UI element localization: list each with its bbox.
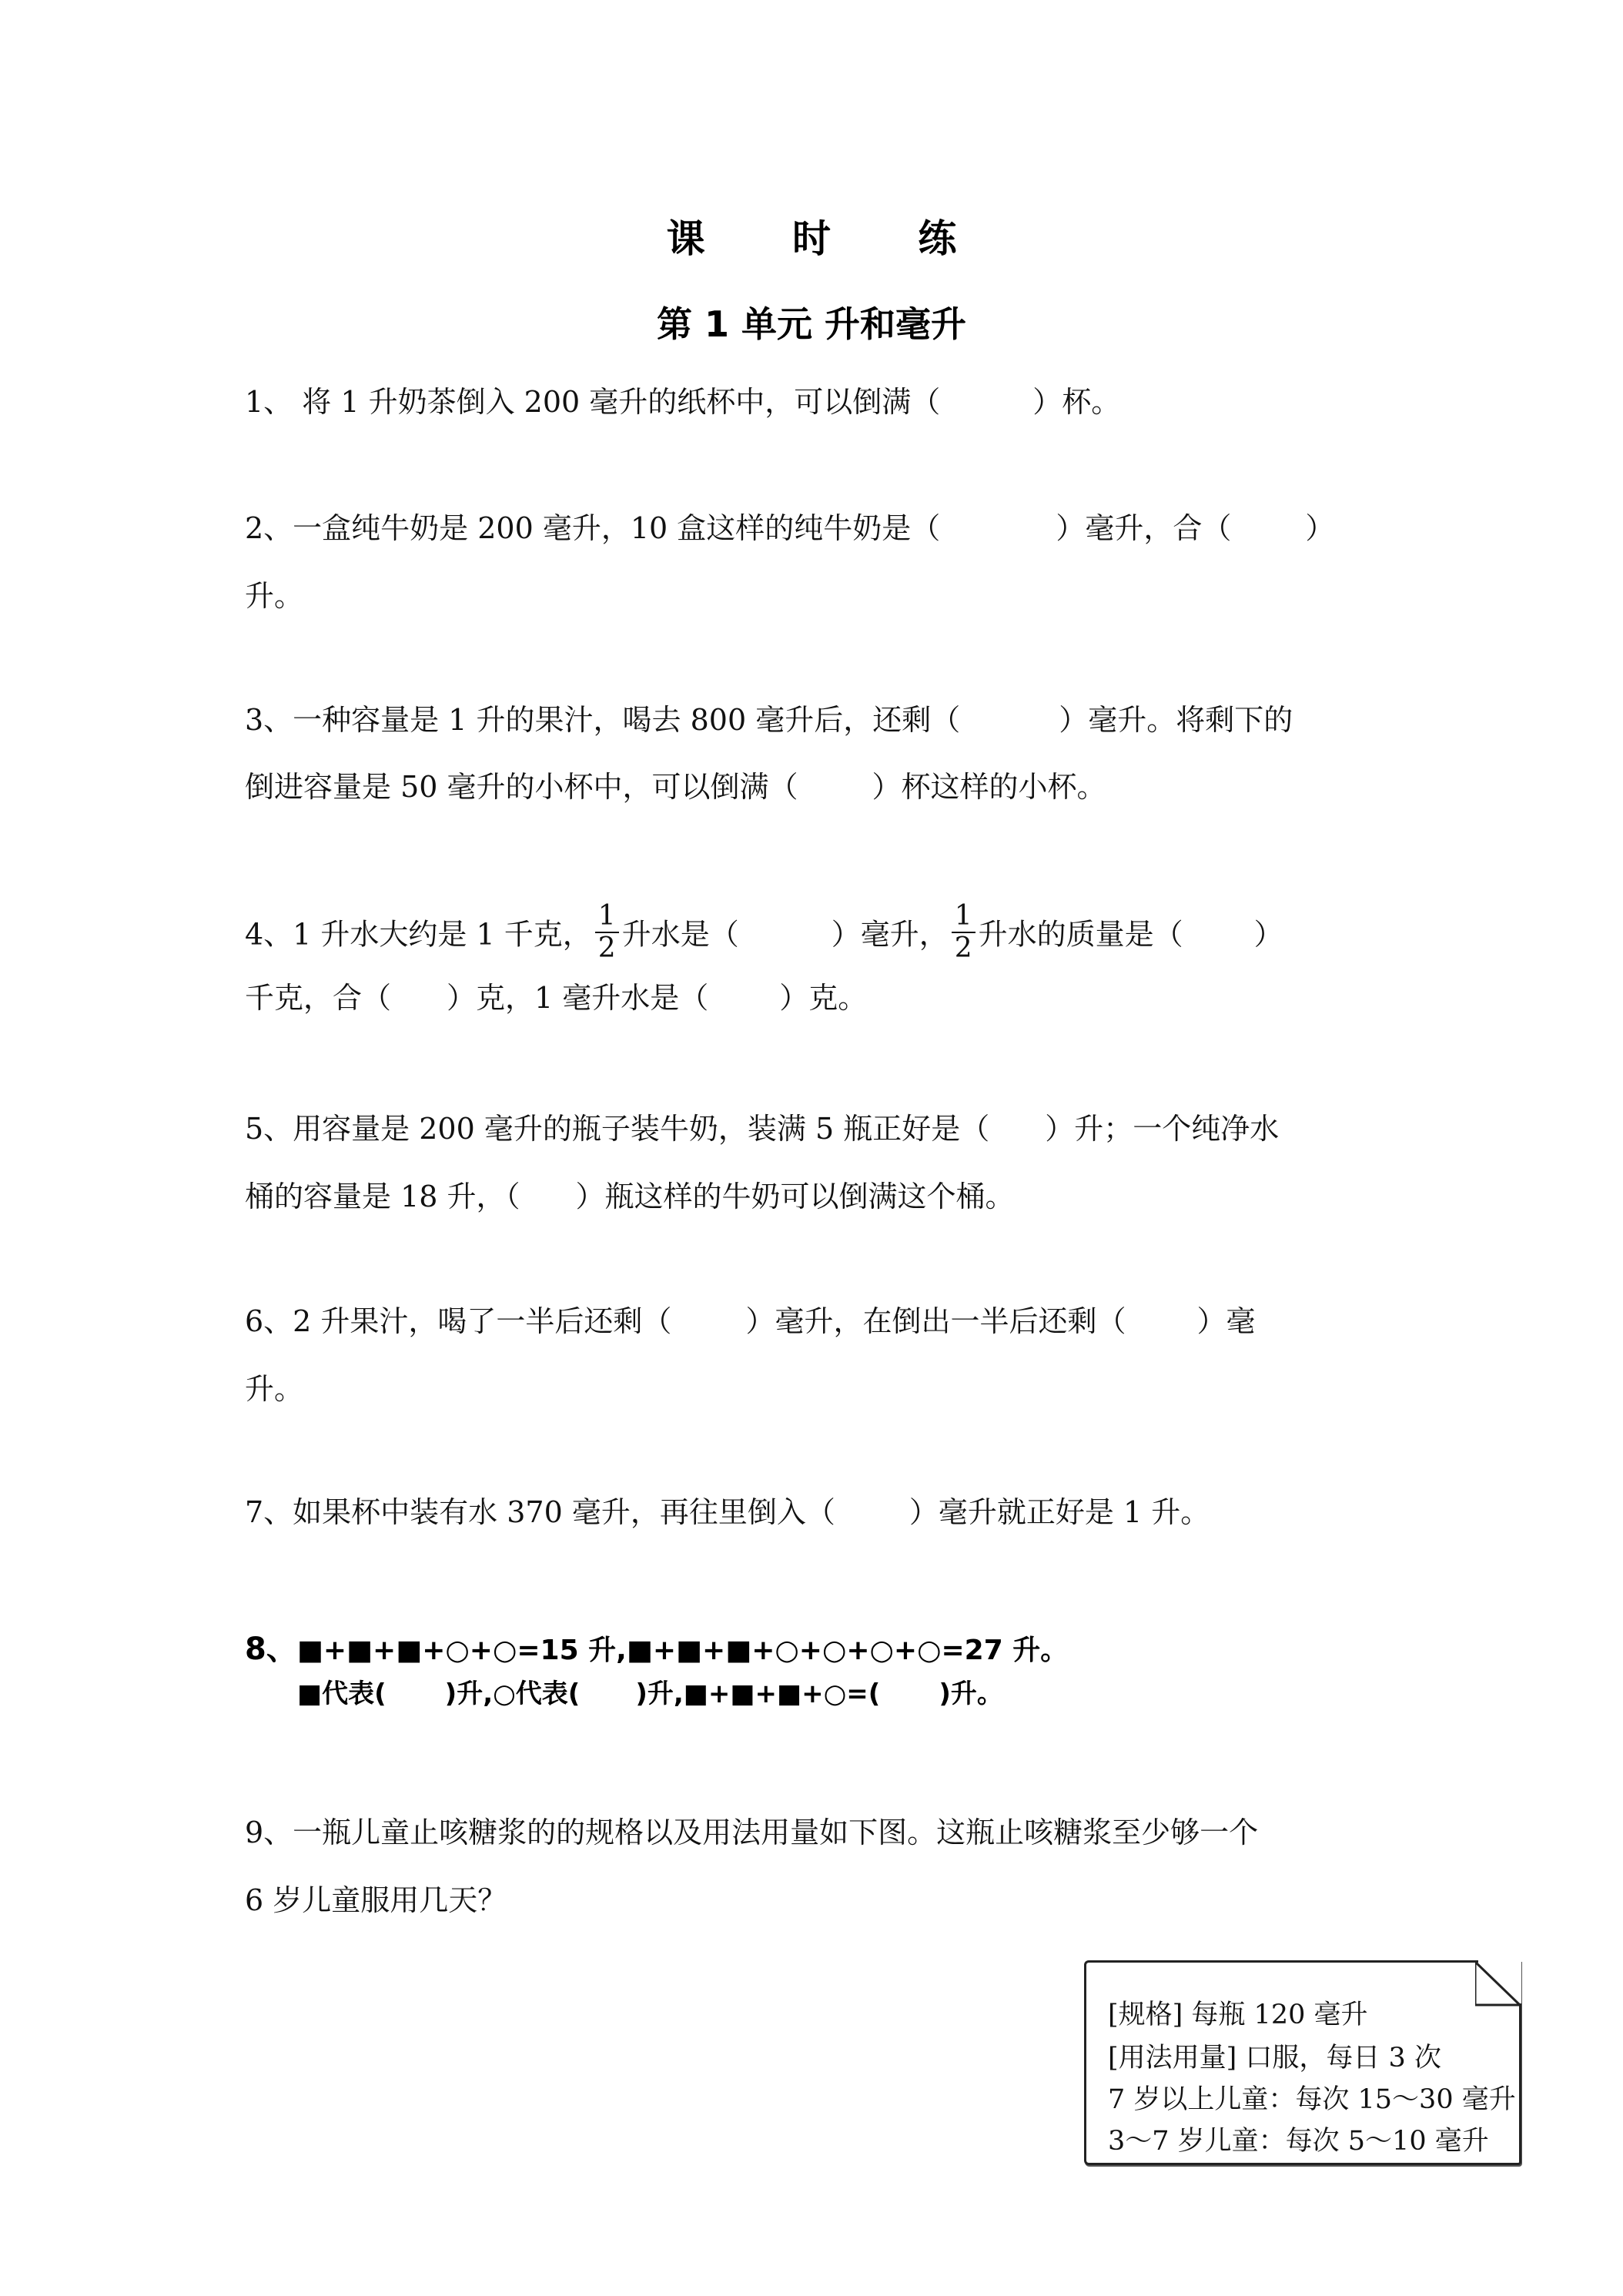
q2-text-b: ）毫升，合（ <box>1056 511 1232 545</box>
q3-text-b: ）毫升。将剩下的 <box>1059 703 1293 737</box>
q3-text-d: ）杯这样的小杯。 <box>872 770 1106 804</box>
q1-text-a: 1、 将 1 升奶茶倒入 200 毫升的纸杯中，可以倒满（ <box>245 385 941 419</box>
fraction-half <box>595 901 619 964</box>
q4-text-f: 千克，合（ <box>245 981 392 1015</box>
q3-text-c: 倒进容量是 50 毫升的小杯中，可以倒满（ <box>245 770 798 804</box>
q4-text-c: ）毫升， <box>831 917 949 952</box>
card-line-over7: 7 岁以上儿童：每次 15～30 毫升 <box>1108 2084 1516 2115</box>
q8-number: 8、 <box>245 1632 297 1667</box>
q2-text-line2: 升。 <box>245 579 304 613</box>
q6-text-a: 6、2 升果汁，喝了一半后还剩（ <box>245 1304 672 1338</box>
fraction-denominator: 2 <box>597 932 616 964</box>
q8-text-d: )升。 <box>939 1678 1003 1709</box>
q4-text-g: ）克，1 毫升水是（ <box>447 981 709 1015</box>
card-line-3to7: 3～7 岁儿童：每次 5～10 毫升 <box>1108 2126 1489 2157</box>
q6-text-c: ）毫 <box>1196 1304 1256 1338</box>
q8-equations: ■+■+■+○+○=15 升,■+■+■+○+○+○+○=27 升。 <box>296 1635 1069 1666</box>
card-line-spec: [规格] 每瓶 120 毫升 <box>1108 2000 1368 2030</box>
folded-corner-icon <box>1475 1960 1521 2006</box>
unit-subtitle: 第 1 单元 升和毫升 <box>656 303 967 345</box>
q5-text-c: 桶的容量是 18 升，（ <box>245 1180 520 1213</box>
q5-text-d: ）瓶这样的牛奶可以倒满这个桶。 <box>575 1180 1015 1213</box>
q6-text-line2: 升。 <box>245 1372 304 1406</box>
q9-text-line2: 6 岁儿童服用几天？ <box>245 1883 507 1917</box>
page-title: 课 时 练 <box>666 216 994 261</box>
q3-text-a: 3、一种容量是 1 升的果汁，喝去 800 毫升后，还剩（ <box>245 703 961 737</box>
q8-answer-line <box>297 1672 1003 1710</box>
fraction-numerator: 1 <box>595 901 619 933</box>
q4-text-e: ） <box>1253 917 1283 952</box>
q8-text-b: )升,○代表( <box>444 1678 581 1709</box>
syrup-label-card <box>1084 1960 1521 2165</box>
q2-text-c: ） <box>1305 511 1335 545</box>
q4-text-d: 升水的质量是（ <box>978 917 1183 952</box>
q4-text-a: 4、1 升水大约是 1 千克， <box>245 917 592 952</box>
q4-text-b: 升水是（ <box>621 917 739 952</box>
q8-text-c: )升,■+■+■+○=( <box>635 1678 881 1709</box>
q7-text-b: ）毫升就正好是 1 升。 <box>909 1495 1210 1529</box>
q2-text-a: 2、一盒纯牛奶是 200 毫升，10 盒这样的纯牛奶是（ <box>245 511 941 545</box>
q9-text-line1: 9、一瓶儿童止咳糖浆的的规格以及用法用量如下图。这瓶止咳糖浆至少够一个 <box>245 1816 1259 1849</box>
q8-text-a: ■代表( <box>297 1678 387 1709</box>
fraction-numerator-2: 1 <box>952 901 975 933</box>
q1-text-b: ）杯。 <box>1032 385 1121 419</box>
q4-text-h: ）克。 <box>779 981 868 1015</box>
card-line-usage: [用法用量] 口服，每日 3 次 <box>1108 2043 1441 2073</box>
q5-text-b: ）升；一个纯净水 <box>1045 1112 1280 1146</box>
q7-text-a: 7、如果杯中装有水 370 毫升，再往里倒入（ <box>245 1495 835 1529</box>
q5-text-a: 5、用容量是 200 毫升的瓶子装牛奶，装满 5 瓶正好是（ <box>245 1112 990 1146</box>
fraction-denominator-2: 2 <box>954 932 972 964</box>
q8-equation-line <box>245 1625 1068 1668</box>
q6-text-b: ）毫升，在倒出一半后还剩（ <box>745 1304 1126 1338</box>
fraction-half-2 <box>952 901 975 964</box>
